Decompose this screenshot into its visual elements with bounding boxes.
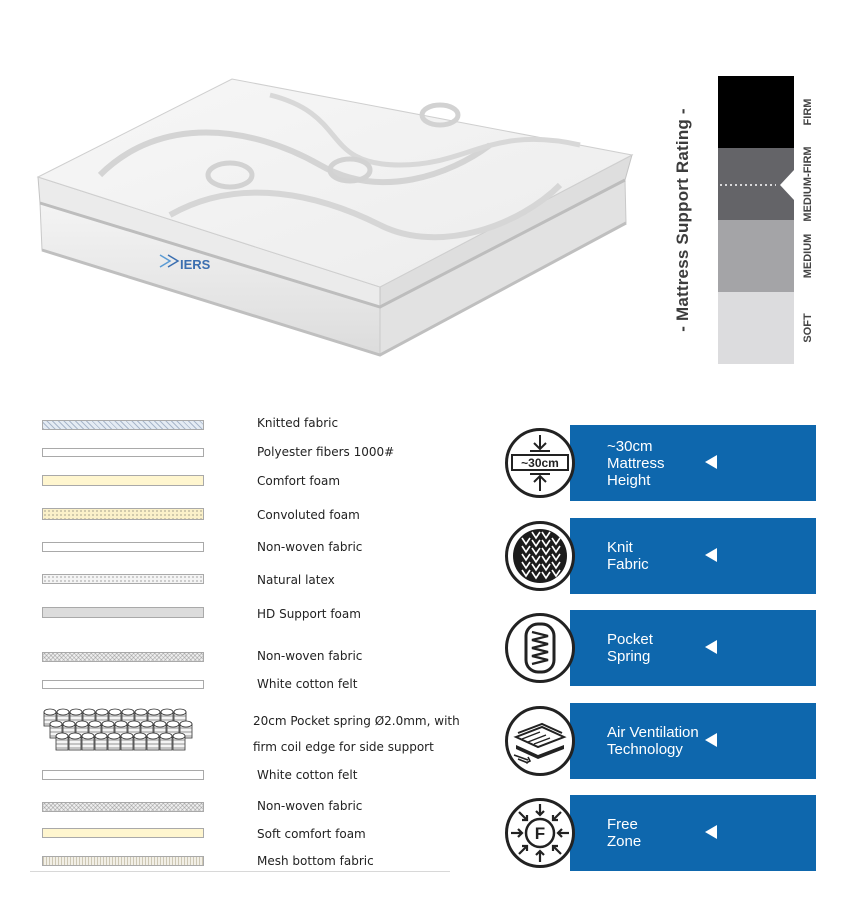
layer-swatch-natural-latex	[42, 574, 204, 584]
feature-pocket-spring: Pocket Spring	[505, 610, 816, 686]
arrow-left-icon	[705, 640, 717, 654]
air-ventilation-icon	[505, 706, 575, 776]
feature-knit-fabric: Knit Fabric	[505, 518, 816, 594]
arrow-left-icon	[705, 733, 717, 747]
spring-coil	[147, 733, 159, 750]
rating-selected-marker	[718, 148, 794, 220]
divider	[30, 871, 450, 872]
layer-swatch-non-woven-fabric	[42, 542, 204, 552]
layer-label: Non-woven fabric	[257, 649, 363, 663]
layer-label: Comfort foam	[257, 474, 341, 488]
height-measure-icon	[505, 428, 575, 498]
layer-swatch-knitted-fabric	[42, 420, 204, 430]
layer-label: Knitted fabric	[257, 416, 339, 430]
rating-segment-soft	[718, 292, 794, 364]
layer-swatch-white-cotton-felt	[42, 680, 204, 689]
svg-text:IERS: IERS	[180, 257, 211, 272]
layer-label: Convoluted foam	[257, 508, 360, 522]
layer-label: Non-woven fabric	[257, 540, 363, 554]
feature-free-zone: Free Zone F	[505, 795, 816, 871]
rating-label-medium-firm: MEDIUM-FIRM	[802, 146, 814, 222]
spring-coil	[134, 733, 146, 750]
svg-text:~30cm: ~30cm	[521, 456, 559, 470]
layer-label: firm coil edge for side support	[253, 740, 434, 754]
mattress-image	[20, 55, 660, 375]
layer-label: White cotton felt	[257, 677, 358, 691]
layer-label: Natural latex	[257, 573, 335, 587]
rating-label-firm: FIRM	[802, 98, 814, 126]
layer-swatch-comfort-foam	[42, 475, 204, 486]
spring-coil	[95, 733, 107, 750]
arrow-left-icon	[705, 455, 717, 469]
arrow-left-icon	[705, 825, 717, 839]
knit-fabric-icon	[505, 521, 575, 591]
rating-title: - Mattress Support Rating -	[673, 108, 692, 332]
layer-swatch-convoluted-foam	[42, 508, 204, 520]
rating-label-medium: MEDIUM	[802, 233, 814, 279]
layer-swatch-mesh-bottom-fabric	[42, 856, 204, 866]
pocket-springs-image	[40, 700, 210, 754]
layer-swatch-polyester-fibers	[42, 448, 204, 457]
layer-label: HD Support foam	[257, 607, 361, 621]
arrow-left-icon	[705, 548, 717, 562]
layer-label: 20cm Pocket spring Ø2.0mm, with	[253, 714, 460, 728]
svg-text:F: F	[534, 824, 546, 843]
layer-label: Mesh bottom fabric	[257, 854, 374, 868]
spring-coil	[121, 733, 133, 750]
spring-coil	[69, 733, 81, 750]
free-zone-icon	[505, 798, 575, 868]
layer-swatch-soft-comfort-foam	[42, 828, 204, 838]
layer-label: Polyester fibers 1000#	[257, 445, 395, 459]
layer-label: White cotton felt	[257, 768, 358, 782]
pocket-spring-icon	[505, 613, 575, 683]
layer-swatch-white-cotton-felt	[42, 770, 204, 780]
layer-swatch-hd-support-foam	[42, 607, 204, 618]
spring-coil	[82, 733, 94, 750]
spring-coil	[160, 733, 172, 750]
feature-air-ventilation: Air Ventilation Technology	[505, 703, 816, 779]
layer-swatch-non-woven-fabric	[42, 652, 204, 662]
spring-coil	[108, 733, 120, 750]
spring-coil	[56, 733, 68, 750]
layer-label: Non-woven fabric	[257, 799, 363, 813]
feature-mattress-height: ~30cm Mattress Height ~30cm	[505, 425, 816, 501]
spring-coil	[173, 733, 185, 750]
rating-segment-firm	[718, 76, 794, 148]
rating-label-soft: SOFT	[802, 313, 814, 343]
layer-swatch-non-woven-fabric	[42, 802, 204, 812]
layer-label: Soft comfort foam	[257, 827, 366, 841]
rating-segment-medium	[718, 220, 794, 292]
